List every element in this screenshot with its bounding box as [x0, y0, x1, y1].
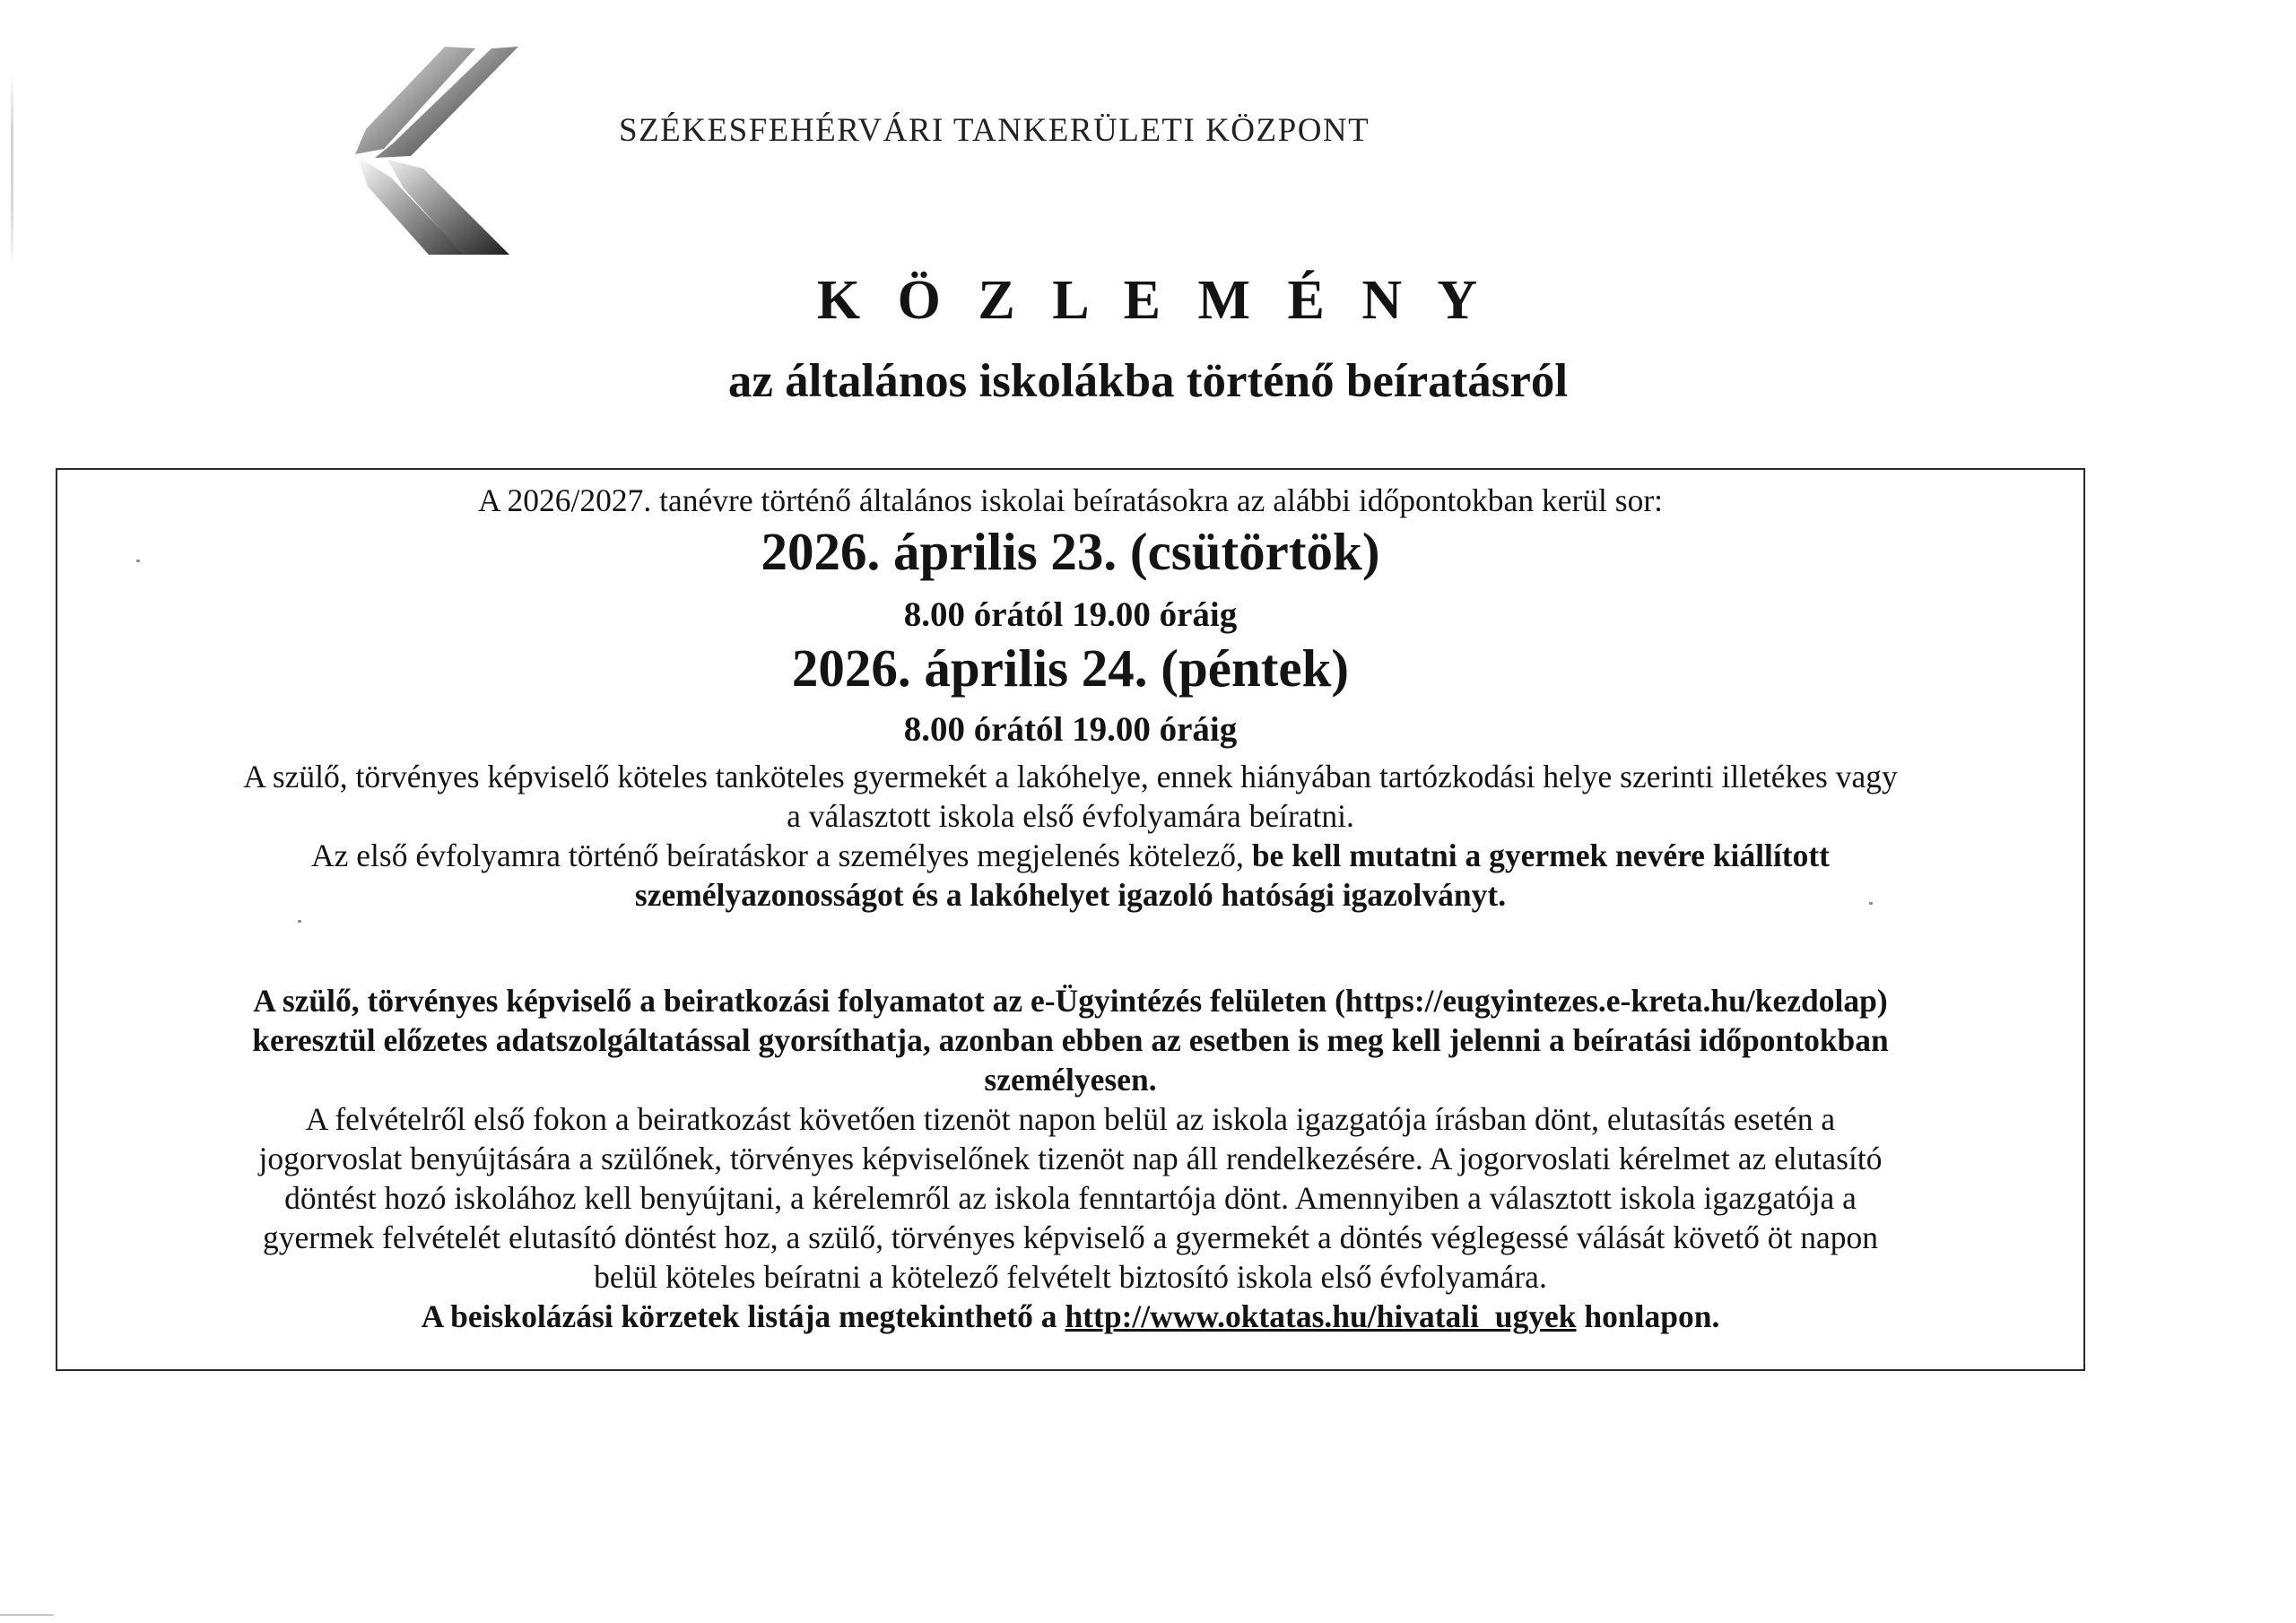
scan-edge-bottom — [0, 1614, 54, 1616]
scan-speck — [298, 920, 301, 923]
district-list-text: A beiskolázási körzetek listája megtekinthető a — [421, 1298, 1065, 1334]
enrolment-duty-line-2: a választott iskola első évfolyamára beíratni. — [787, 798, 1354, 834]
scan-edge-left — [11, 72, 13, 269]
attendance-line-1 — [57, 836, 2083, 875]
appeal-line-4: gyermek felvételét elutasító döntést hoz, a szülő, törvényes képviselő a gyermekét a döntés véglegessé válását követő öt napon — [262, 1219, 1879, 1255]
attendance-normal-text: Az első évfolyamra történő beíratáskor a személyes megjelenés kötelező, — [311, 838, 1252, 873]
date-second: 2026. április 24. (péntek) — [791, 638, 1350, 698]
attendance-bold-text: be kell mutatni a gyermek nevére kiállított — [1251, 838, 1830, 873]
intro-line: A 2026/2027. tanévre történő általános iskolai beíratásokra az alábbi időpontokban kerül sor: — [477, 482, 1664, 518]
appeal-line-5: belül köteles beíratni a kötelező felvételt biztosító iskola első évfolyamára. — [594, 1259, 1547, 1295]
e-administration-line-3: személyesen. — [984, 1062, 1157, 1098]
page-subtitle: az általános iskolákba történő beíratásról — [727, 355, 1569, 407]
appeal-line-2: jogorvoslat benyújtására a szülőnek, törvényes képviselőnek tizenöt nap áll rendelkezésére. A jogorvoslati kérelmet az elutasító — [258, 1141, 1883, 1176]
date-first: 2026. április 23. (csütörtök) — [761, 522, 1380, 581]
attendance-line-2: személyazonosságot és a lakóhelyet igazoló hatósági igazolványt. — [634, 877, 1507, 913]
time-first: 8.00 órától 19.00 óráig — [903, 595, 1238, 634]
scan-speck — [136, 560, 140, 562]
oktatas-link[interactable]: http://www.oktatas.hu/hivatali_ugyek — [1065, 1298, 1577, 1334]
appeal-line-3: döntést hozó iskolához kell benyújtani, a kérelemről az iskola fenntartója dönt. Amennyiben a választott iskola igazgatója a — [284, 1180, 1857, 1216]
page-title: K Ö Z L E M É N Y — [816, 270, 1480, 331]
chevron-ribbon-logo — [348, 43, 518, 258]
time-second: 8.00 órától 19.00 óráig — [903, 710, 1238, 749]
e-administration-line-1: A szülő, törvényes képviselő a beiratkozási folyamatot az e-Ügyintézés felületen (https://eugyintezes.e-kreta.hu/kezdolap) — [253, 983, 1888, 1019]
organization-name: SZÉKESFEHÉRVÁRI TANKERÜLETI KÖZPONT — [619, 112, 1370, 149]
notice-box — [56, 468, 2085, 1371]
e-administration-line-2: keresztül előzetes adatszolgáltatással gyorsíthatja, azonban ebben az esetben is meg kell jelenni a beíratási időpontokban — [252, 1022, 1889, 1058]
enrolment-duty-line-1: A szülő, törvényes képviselő köteles tanköteles gyermekét a lakóhelye, ennek hiányában tartózkodási helye szerinti illetékes vagy — [243, 759, 1898, 794]
appeal-line-1: A felvételről első fokon a beiratkozást követően tizenöt napon belül az iskola igazgatója írásban dönt, elutasítás esetén a — [305, 1101, 1836, 1137]
district-list-line — [57, 1297, 2083, 1336]
district-list-suffix: honlapon. — [1576, 1298, 1720, 1334]
scan-speck — [1869, 902, 1873, 905]
